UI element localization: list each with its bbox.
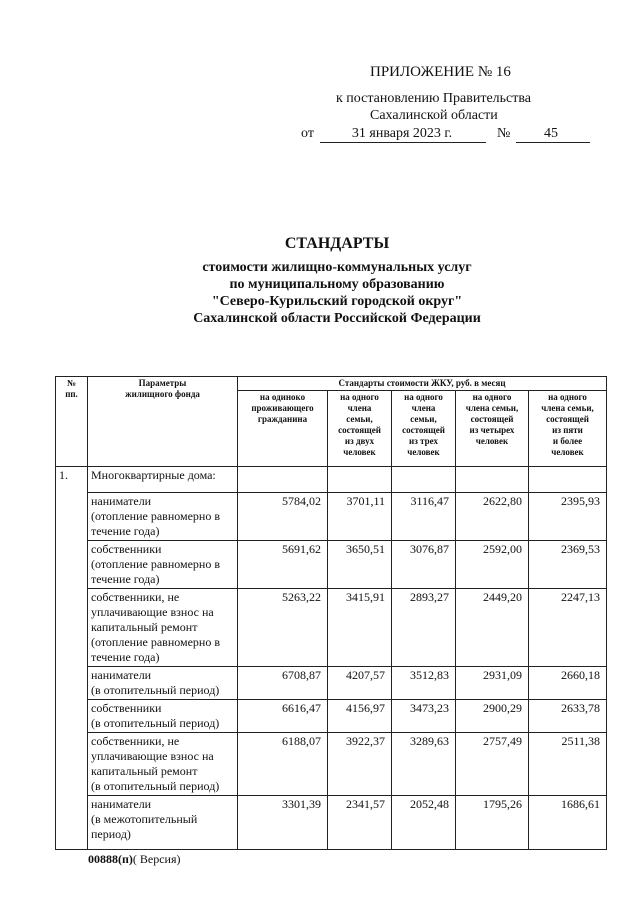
row-value: 3473,23 — [392, 700, 456, 733]
row-value: 3076,87 — [392, 541, 456, 589]
row-number-cell — [56, 667, 88, 700]
row-value: 4207,57 — [328, 667, 392, 700]
table-row — [56, 541, 607, 589]
document-title: СТАНДАРТЫ — [284, 235, 390, 252]
row-value: 1686,61 — [529, 796, 607, 850]
row-label: наниматели (отопление равномерно в течение года) — [88, 493, 238, 541]
footer-version: ( Версия) — [132, 852, 181, 866]
row-value: 2395,93 — [529, 493, 607, 541]
row-value: 4156,97 — [328, 700, 392, 733]
row-value: 2893,27 — [392, 589, 456, 667]
decree-line-2: Сахалинской области — [370, 108, 498, 123]
subheader-three-persons: на одного члена семьи, состоящей из трех человек — [392, 391, 456, 467]
row-value: 2247,13 — [529, 589, 607, 667]
decree-number: 45 — [544, 126, 558, 141]
row-number-cell — [56, 733, 88, 796]
footer-code — [88, 852, 181, 867]
row-value: 5263,22 — [238, 589, 328, 667]
row-value: 3922,37 — [328, 733, 392, 796]
title-subline-2: по муниципальному образованию — [229, 277, 445, 292]
footer-code-number: 00888(п) — [88, 852, 133, 866]
row-value: 2341,57 — [328, 796, 392, 850]
row-value: 6188,07 — [238, 733, 328, 796]
row-label: наниматели (в межотопительный период) — [88, 796, 238, 850]
row-number-cell — [56, 589, 88, 667]
row-value: 3289,63 — [392, 733, 456, 796]
subheader-two-persons: на одного члена семьи, состоящей из двух человек — [328, 391, 392, 467]
row-number-cell — [56, 796, 88, 850]
row-value: 6708,87 — [238, 667, 328, 700]
row-value: 3650,51 — [328, 541, 392, 589]
subheader-five-plus-persons: на одного члена семьи, состоящей из пяти и более человек — [529, 391, 607, 467]
row-value: 5784,02 — [238, 493, 328, 541]
col-params-header: Параметры жилищного фонда — [88, 377, 238, 467]
table-row — [56, 589, 607, 667]
row-value: 2592,00 — [456, 541, 529, 589]
row-value: 3301,39 — [238, 796, 328, 850]
row-value: 3415,91 — [328, 589, 392, 667]
title-subline-3: "Северо-Курильский городской округ" — [211, 294, 463, 309]
decree-line-1: к постановлению Правительства — [336, 91, 532, 106]
table-row — [56, 700, 607, 733]
row-value: 1795,26 — [456, 796, 529, 850]
row-value: 2900,29 — [456, 700, 529, 733]
section-label: Многоквартирные дома: — [88, 467, 238, 493]
row-value: 2757,49 — [456, 733, 529, 796]
title-subline-4: Сахалинской области Российской Федерации — [193, 311, 481, 326]
row-label: собственники (отопление равномерно в течение года) — [88, 541, 238, 589]
row-value: 2449,20 — [456, 589, 529, 667]
row-value: 2622,80 — [456, 493, 529, 541]
date-underline — [320, 142, 486, 143]
row-number-cell — [56, 700, 88, 733]
row-label: наниматели (в отопительный период) — [88, 667, 238, 700]
col-number-header: № пп. — [56, 377, 88, 467]
row-label: собственники, не уплачивающие взнос на капитальный ремонт (в отопительный период) — [88, 733, 238, 796]
row-value: 2369,53 — [529, 541, 607, 589]
row-value: 3701,11 — [328, 493, 392, 541]
section-number: 1. — [56, 467, 88, 493]
row-value: 2633,78 — [529, 700, 607, 733]
row-value: 2931,09 — [456, 667, 529, 700]
subheader-four-persons: на одного члена семьи, состоящей из четырех человек — [456, 391, 529, 467]
row-value: 5691,62 — [238, 541, 328, 589]
decree-date: 31 января 2023 г. — [351, 126, 453, 141]
section-row — [56, 467, 607, 493]
title-subline-1: стоимости жилищно-коммунальных услуг — [202, 260, 472, 275]
row-value: 2511,38 — [529, 733, 607, 796]
row-value: 2660,18 — [529, 667, 607, 700]
table-header-row — [56, 377, 607, 391]
subheader-single: на одиноко проживающего гражданина — [238, 391, 328, 467]
table-row — [56, 667, 607, 700]
number-label: № — [497, 126, 511, 141]
table-row — [56, 493, 607, 541]
table-row — [56, 733, 607, 796]
number-underline — [516, 142, 590, 143]
row-number-cell — [56, 541, 88, 589]
table-row — [56, 796, 607, 850]
row-value: 3116,47 — [392, 493, 456, 541]
row-label: собственники, не уплачивающие взнос на капитальный ремонт (отопление равномерно в течение года) — [88, 589, 238, 667]
row-label: собственники (в отопительный период) — [88, 700, 238, 733]
group-header: Стандарты стоимости ЖКУ, руб. в месяц — [238, 377, 607, 391]
appendix-label: ПРИЛОЖЕНИЕ № 16 — [370, 64, 511, 80]
standards-table — [55, 376, 607, 850]
row-value: 2052,48 — [392, 796, 456, 850]
date-from-label: от — [301, 126, 314, 141]
row-value: 6616,47 — [238, 700, 328, 733]
row-value: 3512,83 — [392, 667, 456, 700]
row-number-cell — [56, 493, 88, 541]
